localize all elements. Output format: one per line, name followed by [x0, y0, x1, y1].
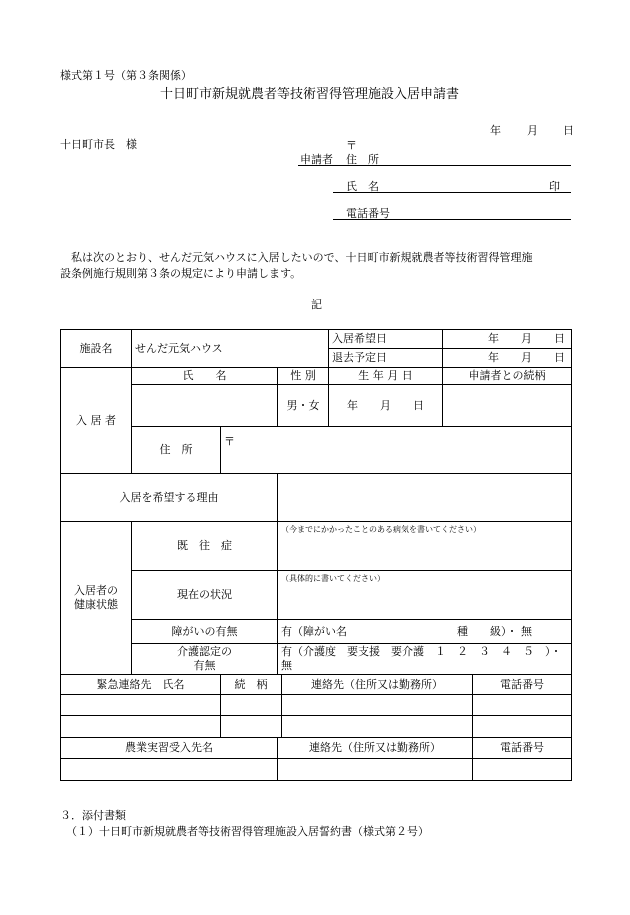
care-label-line-1: 介護認定の — [177, 645, 232, 659]
health-label-line-1: 入居者の — [74, 584, 118, 598]
emergency-name-header: 緊急連絡先 氏名 — [61, 675, 221, 695]
resident-address-label: 住 所 — [132, 427, 221, 474]
postal-mark: 〒 — [346, 139, 357, 152]
birth-header: 生 年 月 日 — [329, 368, 443, 385]
sex-value[interactable]: 男・女 — [278, 385, 329, 427]
health-label — [61, 522, 132, 675]
status-label: 現在の状況 — [132, 571, 278, 620]
applicant-name-label: 氏 名 — [346, 180, 379, 193]
page-title: 十日町市新規就農者等技術習得管理施設入居申請書 — [160, 87, 460, 102]
care-label — [132, 644, 278, 675]
applicant-address-line[interactable] — [298, 165, 571, 166]
resident-name-field[interactable] — [132, 385, 278, 427]
training-name-field[interactable] — [61, 759, 278, 781]
emergency-name-field-2[interactable] — [61, 716, 221, 738]
date-day-label: 日 — [563, 124, 574, 137]
sex-header: 性 別 — [278, 368, 329, 385]
emergency-phone-field-2[interactable] — [473, 716, 572, 738]
history-note: （今までにかかったことのある病気を書いてください） — [281, 525, 481, 534]
emergency-relation-field-1[interactable] — [221, 695, 282, 716]
training-contact-field[interactable] — [278, 759, 473, 781]
emergency-name-field-1[interactable] — [61, 695, 221, 716]
disability-label: 障がいの有無 — [132, 620, 278, 644]
status-field[interactable] — [278, 571, 572, 620]
contact2-header: 連絡先（住所又は勤務所） — [278, 738, 473, 759]
disability-value[interactable]: 有（障がい名 種 級）・ 無 — [278, 620, 572, 644]
birth-value[interactable]: 年 月 日 — [329, 385, 443, 427]
addressee: 十日町市長 様 — [60, 138, 137, 151]
facility-label: 施設名 — [61, 330, 132, 368]
status-note: （具体的に書いてください） — [281, 574, 385, 583]
training-phone-field[interactable] — [473, 759, 572, 781]
applicant-address-label: 住 所 — [346, 153, 379, 166]
emergency-contact-field-2[interactable] — [282, 716, 473, 738]
date-month-label: 月 — [527, 124, 538, 137]
body-line-2: 設条例施行規則第３条の規定により申請します。 — [60, 267, 302, 280]
application-table — [60, 329, 572, 781]
date-year-label: 年 — [490, 124, 501, 137]
emergency-contact-field-1[interactable] — [282, 695, 473, 716]
resident-address-field[interactable]: 〒 — [221, 427, 572, 474]
contact-header: 連絡先（住所又は勤務所） — [282, 675, 473, 695]
moveout-date[interactable]: 年 月 日 — [443, 349, 572, 368]
relation-header: 申請者との続柄 — [443, 368, 572, 385]
movein-date[interactable]: 年 月 日 — [443, 330, 572, 349]
care-value[interactable]: 有（介護度 要支援 要介護 １ ２ ３ ４ ５ ）・ 無 — [278, 644, 572, 675]
name-header: 氏 名 — [132, 368, 278, 385]
applicant-name-line[interactable] — [333, 192, 571, 193]
emergency-relation-field-2[interactable] — [221, 716, 282, 738]
attachment-item-1: （１）十日町市新規就農者等技術習得管理施設入居誓約書（様式第２号） — [66, 825, 429, 838]
body-line-1: 私は次のとおり、せんだ元気ハウスに入居したいので、十日町市新規就農者等技術習得管理施 — [71, 251, 533, 264]
phone-header: 電話番号 — [473, 675, 572, 695]
applicant-phone-label: 電話番号 — [346, 207, 390, 220]
relation-field[interactable] — [443, 385, 572, 427]
history-label: 既 往 症 — [132, 522, 278, 571]
applicant-phone-line[interactable] — [333, 219, 571, 220]
movein-label: 入居希望日 — [329, 330, 443, 349]
form-number: 様式第１号（第３条関係） — [60, 69, 192, 82]
seal-label: 印 — [549, 180, 560, 193]
reason-label: 入居を希望する理由 — [61, 474, 278, 522]
ki-mark: 記 — [311, 298, 322, 311]
applicant-label: 申請者 — [300, 153, 333, 166]
relation2-header: 続 柄 — [221, 675, 282, 695]
attachments-heading: ３．添付書類 — [60, 809, 126, 822]
reason-field[interactable] — [278, 474, 572, 522]
care-label-line-2: 有無 — [193, 659, 216, 672]
emergency-phone-field-1[interactable] — [473, 695, 572, 716]
history-field[interactable] — [278, 522, 572, 571]
training-header: 農業実習受入先名 — [61, 738, 278, 759]
facility-value: せんだ元気ハウス — [132, 330, 329, 368]
phone2-header: 電話番号 — [473, 738, 572, 759]
moveout-label: 退去予定日 — [329, 349, 443, 368]
health-label-line-2: 健康状態 — [74, 598, 118, 611]
resident-label: 入 居 者 — [61, 368, 132, 474]
